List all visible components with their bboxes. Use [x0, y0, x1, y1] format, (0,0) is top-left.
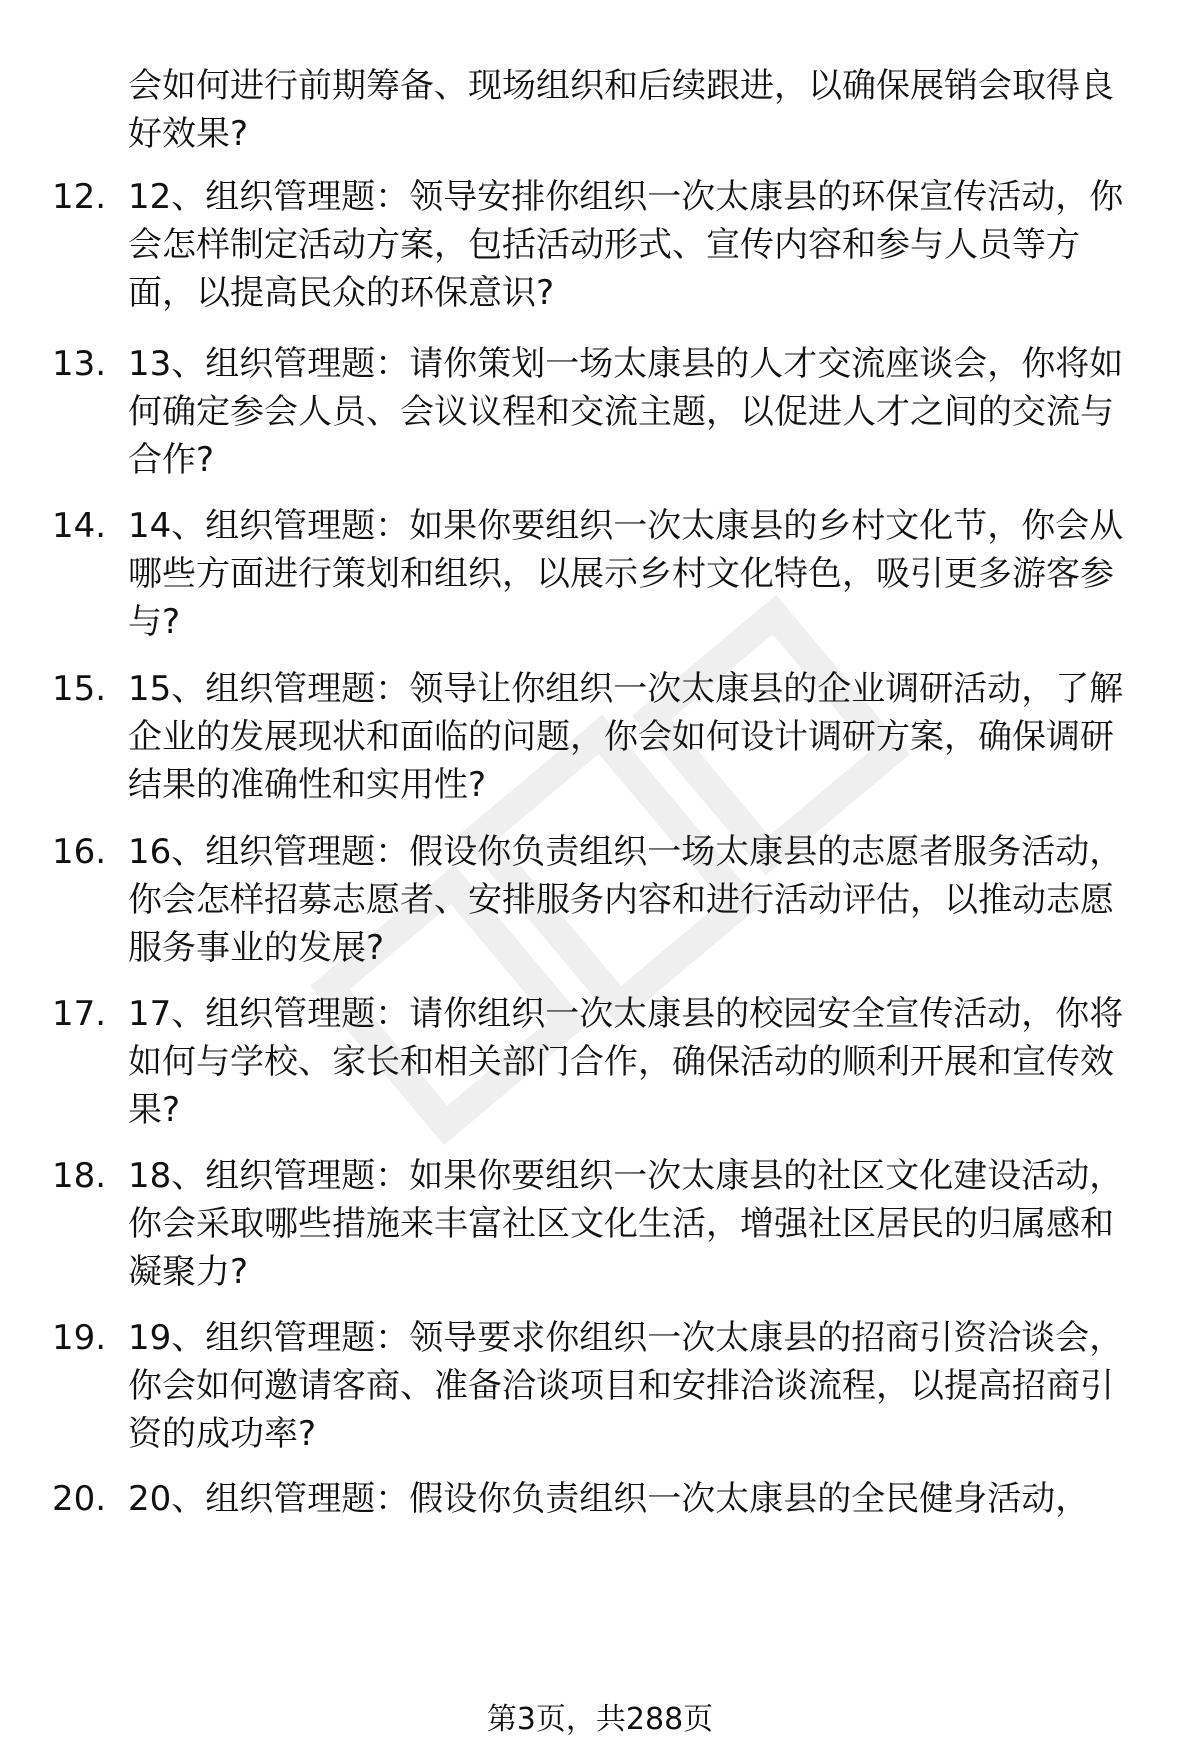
- item-number: 19.: [52, 1318, 107, 1358]
- item-text: 14、组织管理题：如果你要组织一次太康县的乡村文化节，你会从哪些方面进行策划和组织，以展示乡村文化特色，吸引更多游客参与?: [128, 506, 1124, 642]
- item-number: 13.: [52, 344, 107, 384]
- item-number: 12.: [52, 177, 107, 217]
- item-number: 17.: [52, 994, 107, 1034]
- item-number: 20.: [52, 1479, 107, 1519]
- item-text: 20、组织管理题：假设你负责组织一次太康县的全民健身活动，: [128, 1479, 1090, 1519]
- item-text: 18、组织管理题：如果你要组织一次太康县的社区文化建设活动，你会采取哪些措施来丰富社区文化生活，增强社区居民的归属感和凝聚力?: [128, 1156, 1124, 1292]
- item-number: 15.: [52, 669, 107, 709]
- item-text: 15、组织管理题：领导让你组织一次太康县的企业调研活动，了解企业的发展现状和面临的问题，你会如何设计调研方案，确保调研结果的准确性和实用性?: [128, 669, 1124, 805]
- continuation-text: 会如何进行前期筹备、现场组织和后续跟进，以确保展销会取得良好效果?: [128, 66, 1114, 154]
- item-text: 17、组织管理题：请你组织一次太康县的校园安全宣传活动，你将如何与学校、家长和相关部门合作，确保活动的顺利开展和宣传效果?: [128, 994, 1124, 1130]
- item-text: 16、组织管理题：假设你负责组织一场太康县的志愿者服务活动，你会怎样招募志愿者、安排服务内容和进行活动评估，以推动志愿服务事业的发展?: [128, 832, 1124, 968]
- page-footer: 第3页，共288页: [486, 1702, 714, 1737]
- item-number: 18.: [52, 1156, 107, 1196]
- item-number: 14.: [52, 506, 107, 546]
- item-text: 13、组织管理题：请你策划一场太康县的人才交流座谈会，你将如何确定参会人员、会议议程和交流主题，以促进人才之间的交流与合作?: [128, 344, 1124, 480]
- item-text: 19、组织管理题：领导要求你组织一次太康县的招商引资洽谈会，你会如何邀请客商、准备洽谈项目和安排洽谈流程，以提高招商引资的成功率?: [128, 1318, 1124, 1454]
- item-number: 16.: [52, 832, 107, 872]
- item-text: 12、组织管理题：领导安排你组织一次太康县的环保宣传活动，你会怎样制定活动方案，包括活动形式、宣传内容和参与人员等方面，以提高民众的环保意识?: [128, 177, 1124, 313]
